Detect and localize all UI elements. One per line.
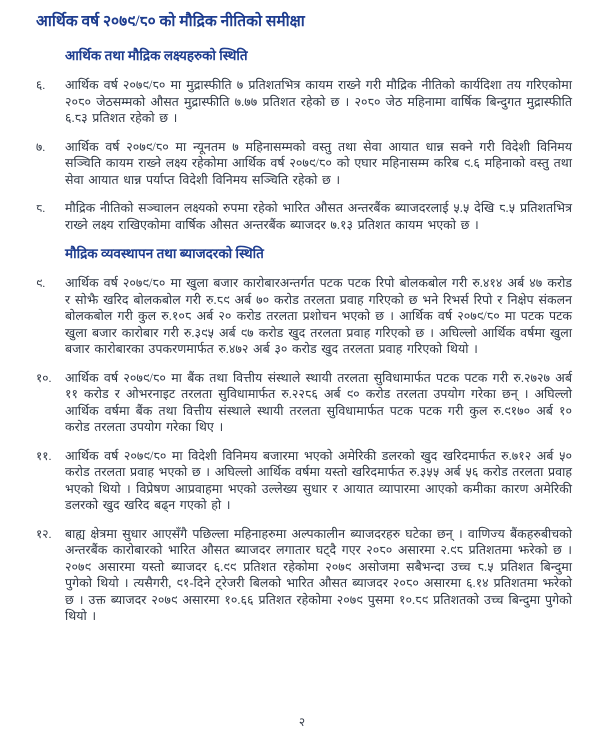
paragraph-number: ९. [36,276,46,290]
paragraph-12 [36,526,572,625]
paragraph-number: ८. [36,201,46,215]
section-heading-monetary-targets: आर्थिक तथा मौद्रिक लक्ष्यहरुको स्थिति [65,48,248,63]
section-monetary-targets [36,47,572,233]
paragraph-text: मौद्रिक नीतिको सञ्चालन लक्ष्यको रुपमा रहेको भारित औसत अन्तरबैंक ब्याजदरलाई ५.५ देखि ८.५ प्रतिशतभित्र राख्ने लक्ष्य राखिएकोमा वार्षिक औसत अन्तरबैंक ब्याजदर ७.१३ प्रतिशत कायम भएको छ । [65,201,572,232]
paragraph-number: ७. [36,139,46,154]
paragraph-text: आर्थिक वर्ष २०७९/८० मा खुला बजार कारोबारअन्तर्गत पटक पटक रिपो बोलकबोल गरी रु.४१४ अर्ब ४७ करोड र सोझै खरिद बोलकबोल गरी रु.८९ अर्ब ७० करोड तरलता प्रवाह गरिएको छ भने रिभर्स रिपो र निक्षेप संकलन बोलकबोल गरी कुल रु.१०८ अर्ब २० करोड तरलता प्रशोचन भएको छ । आर्थिक वर्ष २०७९/८० मा पटक पटक खुला बजार कारोबार गरी रु.३९५ अर्ब ९७ करोड खुद तरलता प्रवाह गरिएको छ । अघिल्लो आर्थिक वर्षमा खुला बजार कारोबारका उपकरणमार्फत रु.४७२ अर्ब ३० करोड खुद तरलता प्रवाह गरिएको थियो । [65,276,572,356]
paragraph-text: आर्थिक वर्ष २०७९/८० मा मुद्रास्फीति ७ प्रतिशतभित्र कायम राख्ने गरी मौद्रिक नीतिको कार्यदिशा तय गरिएकोमा २०८० जेठसम्मको औसत मुद्रास्फीति ७.७७ प्रतिशत रहेको छ । २०८० जेठ महिनामा वार्षिक बिन्दुगत मुद्रास्फीति ६.८३ प्रतिशत रहेको छ । [65,78,572,125]
paragraph-text: बाह्य क्षेत्रमा सुधार आएसँगै पछिल्ला महिनाहरुमा अल्पकालीन ब्याजदरहरु घटेका छन् । वाणिज्य बैंकहरुबीचको अन्तरबैंक कारोबारको भारित औसत ब्याजदर लगातार घट्दै गएर २०८० असारमा २.९८ प्रतिशतमा झरेको छ । २०७९ असारमा यस्तो ब्याजदर ६.९९ प्रतिशत रहेकोमा २०७९ असोजमा सबैभन्दा उच्च ८.५ प्रतिशत बिन्दुमा पुगेको थियो । त्यसैगरी, ९१-दिने ट्रेजरी बिलको भारित औसत ब्याजदर २०८० असारमा ६.१४ प्रतिशतमा झरेको छ । उक्त ब्याजदर २०७९ असारमा १०.६६ प्रतिशत रहेकोमा २०७९ पुसमा १०.८९ प्रतिशतको उच्च बिन्दुमा पुगेको थियो । [65,526,572,623]
paragraph-number: ६. [36,78,46,92]
paragraph-number: १२. [36,526,52,541]
paragraph-text: आर्थिक वर्ष २०७९/८० मा न्यूनतम ७ महिनासम्मको वस्तु तथा सेवा आयात धान्न सक्ने गरी विदेशी विनिमय सञ्चिति कायम राख्ने लक्ष्य रहेकोमा आर्थिक वर्ष २०७९/८० को एघार महिनासम्म करिब ९.६ महिनाको वस्तु तथा सेवा आयात धान्न पर्याप्त विदेशी विनिमय सञ्चिति रहेको छ । [65,139,572,187]
paragraph-11 [36,448,572,514]
paragraph-number: १०. [36,370,52,385]
paragraph-text: आर्थिक वर्ष २०७९/८० मा विदेशी विनिमय बजारमा भएको अमेरिकी डलरको खुद खरिदमार्फत रु.७१२ अर्ब ५० करोड तरलता प्रवाह भएको छ । अघिल्लो आर्थिक वर्षमा यस्तो खरिदमार्फत रु.३५५ अर्ब ५६ करोड तरलता प्रवाह भएको थियो । विप्रेषण आप्रवाहमा भएको उल्लेख्य सुधार र आयात व्यापारमा आएको कमीका कारण अमेरिकी डलरको खुद खरिद बढ्न गएको हो । [65,448,572,512]
paragraph-7 [36,139,572,189]
page-number: २ [298,715,306,729]
paragraph-9 [36,275,572,358]
paragraph-6 [36,77,572,127]
paragraph-10 [36,370,572,436]
section-heading-liquidity-interest-rates: मौद्रिक व्यवस्थापन तथा ब्याजदरको स्थिति [65,246,264,261]
paragraph-text: आर्थिक वर्ष २०७९/८० मा बैंक तथा वित्तीय संस्थाले स्थायी तरलता सुविधामार्फत पटक पटक गरी रु.२७२७ अर्ब ११ करोड र ओभरनाइट तरलता सुविधामार्फत रु.२२८६ अर्ब ९० करोड तरलता उपयोग गरेका छन् । अघिल्लो आर्थिक वर्षमा बैंक तथा वित्तीय संस्थाले स्थायी तरलता सुविधामार्फत पटक पटक गरी कुल रु.९१७० अर्ब १० करोड तरलता उपयोग गरेका थिए । [65,370,572,434]
paragraph-8 [36,200,572,233]
section-liquidity-interest-rates [36,245,572,625]
paragraph-number: ११. [36,448,52,463]
document-title: आर्थिक वर्ष २०७९/८० को मौद्रिक नीतिको समीक्षा [36,13,305,30]
